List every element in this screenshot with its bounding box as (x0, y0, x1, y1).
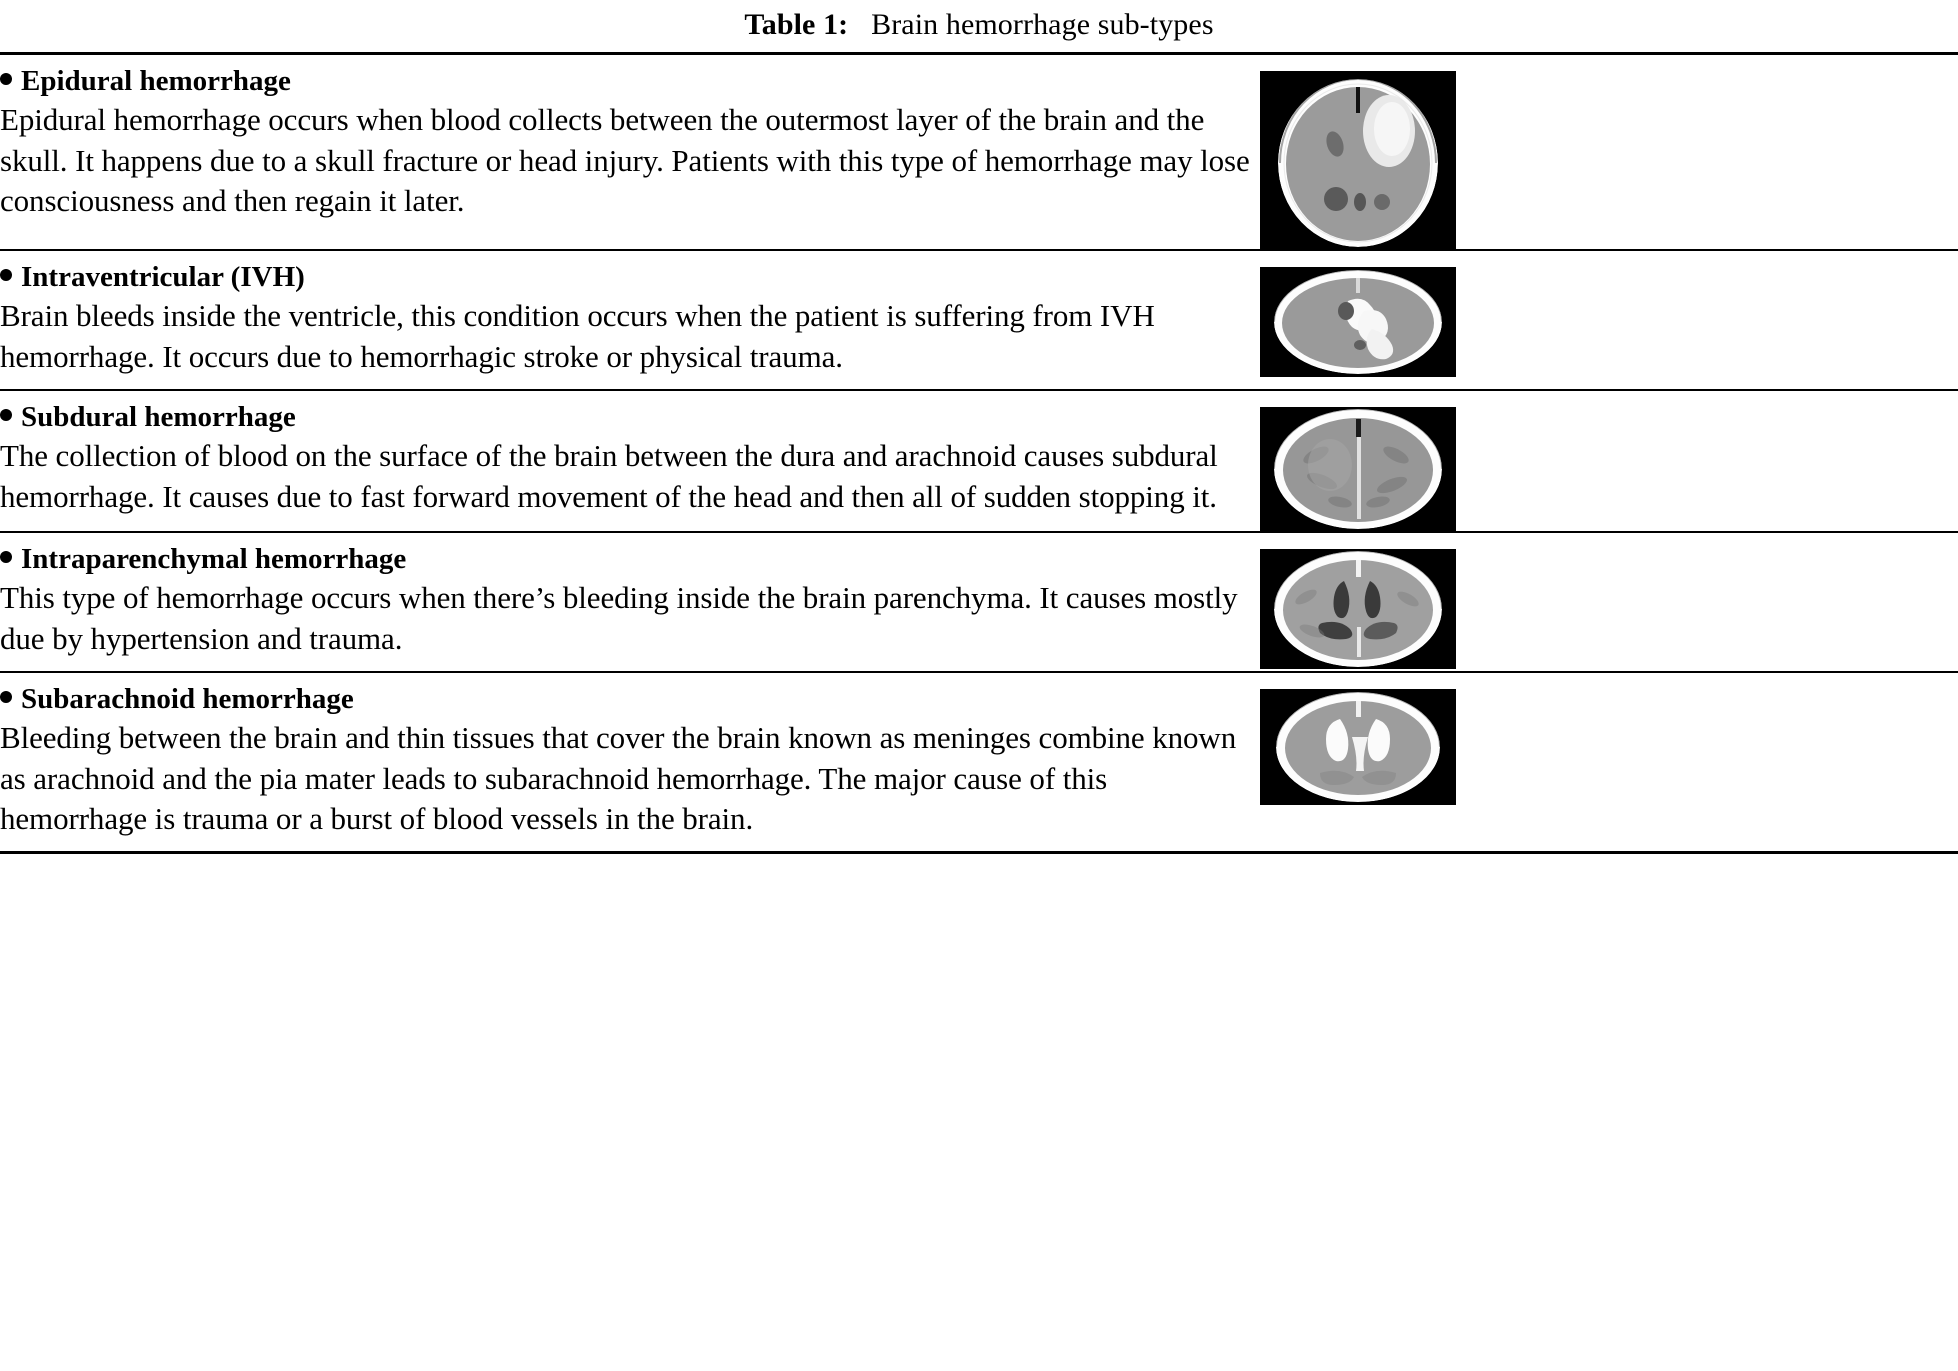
row-heading (0, 401, 1255, 434)
bullet-icon (0, 73, 12, 85)
table-cell-image (1255, 55, 1958, 249)
ct-scan-intraventricular (1260, 267, 1456, 377)
table-cell-image (1255, 533, 1958, 669)
row-heading (0, 683, 1255, 716)
row-heading (0, 261, 1255, 294)
ct-scan-subarachnoid (1260, 689, 1456, 805)
row-heading-label: Epidural hemorrhage (21, 65, 291, 97)
row-heading (0, 543, 1255, 576)
row-body-text: Epidural hemorrhage occurs when blood collects between the outermost layer of the brain and the skull. It happens due to a skull fracture or head injury. Patients with this type of hemorrhage may lose consciousness and then regain it later. (0, 102, 1250, 218)
table-row (0, 391, 1958, 531)
bullet-icon (0, 409, 12, 421)
bullet-icon (0, 691, 12, 703)
row-heading-label: Subarachnoid hemorrhage (21, 682, 354, 715)
bullet-icon (0, 551, 12, 563)
table-cell-description (0, 391, 1255, 529)
table-caption-text: Brain hemorrhage sub-types (871, 8, 1214, 41)
row-body-text: Brain bleeds inside the ventricle, this condition occurs when the patient is suffering from IVH hemorrhage. It occurs due to hemorrhagic stroke or physical trauma. (0, 298, 1155, 374)
ct-scan-intraparenchymal (1260, 549, 1456, 669)
table-caption-label: Table 1: (744, 8, 849, 41)
table-cell-description (0, 533, 1255, 671)
row-body-text: The collection of blood on the surface of the brain between the dura and arachnoid causes subdural hemorrhage. It causes due to fast forward movement of the head and then all of sudden stopping it. (0, 438, 1218, 514)
table-cell-description (0, 251, 1255, 389)
table-cell-description (0, 55, 1255, 233)
ct-scan-epidural (1260, 71, 1456, 249)
table-row (0, 533, 1958, 671)
table-cell-description (0, 673, 1255, 851)
table-bottom-rule (0, 851, 1958, 854)
table-cell-image (1255, 673, 1958, 805)
bullet-icon (0, 269, 12, 281)
ct-scan-subdural (1260, 407, 1456, 531)
row-heading-label: Intraventricular (IVH) (21, 261, 305, 293)
row-heading-label: Intraparenchymal hemorrhage (21, 542, 407, 575)
table-row (0, 55, 1958, 249)
table-row (0, 251, 1958, 389)
table-caption (0, 0, 1958, 52)
row-body-text: Bleeding between the brain and thin tissues that cover the brain known as meninges combine known as arachnoid and the pia mater leads to subarachnoid hemorrhage. The major cause of this hemorrhage is trauma or a burst of blood vessels in the brain. (0, 720, 1237, 836)
row-heading (0, 65, 1255, 98)
row-heading-label: Subdural hemorrhage (21, 400, 296, 433)
row-body-text: This type of hemorrhage occurs when there’s bleeding inside the brain parenchyma. It causes mostly due by hypertension and trauma. (0, 580, 1238, 656)
table-cell-image (1255, 251, 1958, 377)
table-row (0, 673, 1958, 851)
table-cell-image (1255, 391, 1958, 531)
